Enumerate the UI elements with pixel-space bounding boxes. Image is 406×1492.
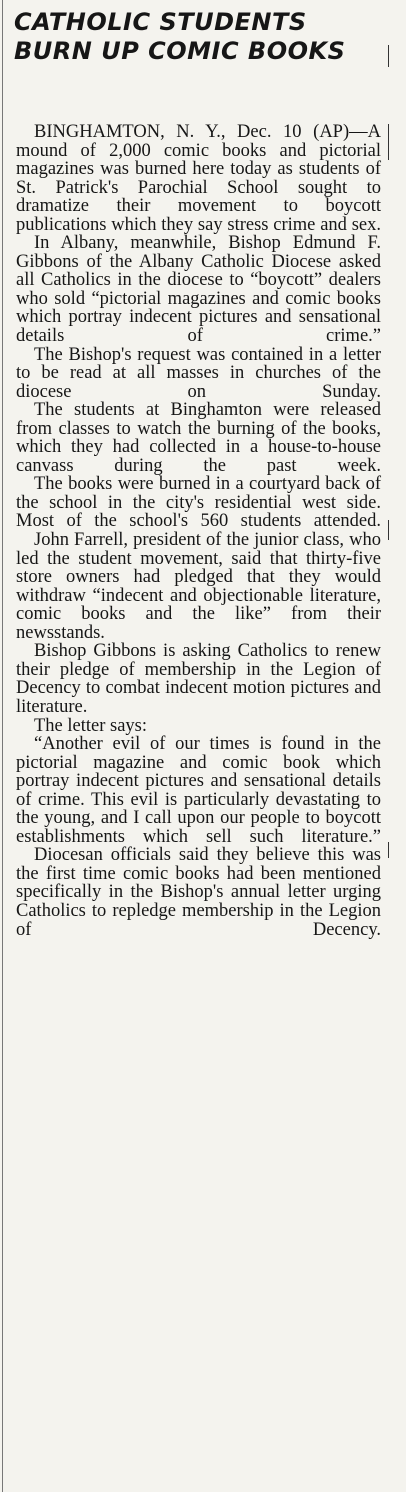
column-rule-headline: [388, 45, 389, 67]
paragraph-students: The students at Binghamton were released from classes to watch the burning of the books, which they had collected in a house-to-house canvass during the past week.: [16, 400, 381, 476]
paragraph-farrell: John Farrell, president of the junior class, who led the student movement, said that thirty-five store owners had pledged that they would withdraw “indecent and objectionable literature, comic books and the like” from their newsstands.: [16, 530, 381, 643]
column-rule-3: [388, 842, 389, 858]
paragraph-albany: In Albany, meanwhile, Bishop Edmund F. Gibbons of the Albany Catholic Diocese asked all Catholics in the diocese to “boycott” dealers who sold “pictorial magazines and comic books which portray indecent pictures and sensational details of crime.”: [16, 233, 381, 347]
headline: [0, 0, 406, 66]
column-rule-1: [388, 124, 389, 160]
column-rule-2: [388, 520, 389, 540]
paragraph-legion: Bishop Gibbons is asking Catholics to renew their pledge of membership in the Legion of Decency to combat indecent motion pictures and literature.: [16, 641, 381, 717]
paragraph-courtyard: The books were burned in a courtyard back of the school in the city's residential west side. Most of the school's 560 students attended.: [16, 474, 381, 532]
paragraph-officials: Diocesan officials said they believe this was the first time comic books had been mentioned specifically in the Bishop's annual letter urging Catholics to repledge membership in the Legion of Decency.: [16, 845, 381, 940]
headline-line-1: CATHOLIC STUDENTS: [14, 8, 307, 36]
paragraph-letter-intro: The letter says:: [34, 715, 148, 736]
paragraph-letter-quote: “Another evil of our times is found in the pictorial magazine and comic book which portray indecent pictures and sensational details of crime. This evil is particularly devastating to the young, and I call upon our people to boycott establishments which sell such literature.”: [16, 734, 381, 847]
headline-line-2: BURN UP COMIC BOOKS: [14, 37, 346, 65]
paragraph-bishop-request: The Bishop's request was contained in a letter to be read at all masses in churches of the diocese on Sunday.: [16, 344, 381, 402]
clipping-left-edge: [2, 0, 3, 1492]
article-body: [16, 123, 381, 939]
paragraph-dateline: BINGHAMTON, N. Y., Dec. 10 (AP)—A mound of 2,000 comic books and pictorial magazines was burned here today as students of St. Patrick's Parochial School sought to dramatize their movement to boycott publications which they say stress crime and sex.: [16, 122, 381, 235]
